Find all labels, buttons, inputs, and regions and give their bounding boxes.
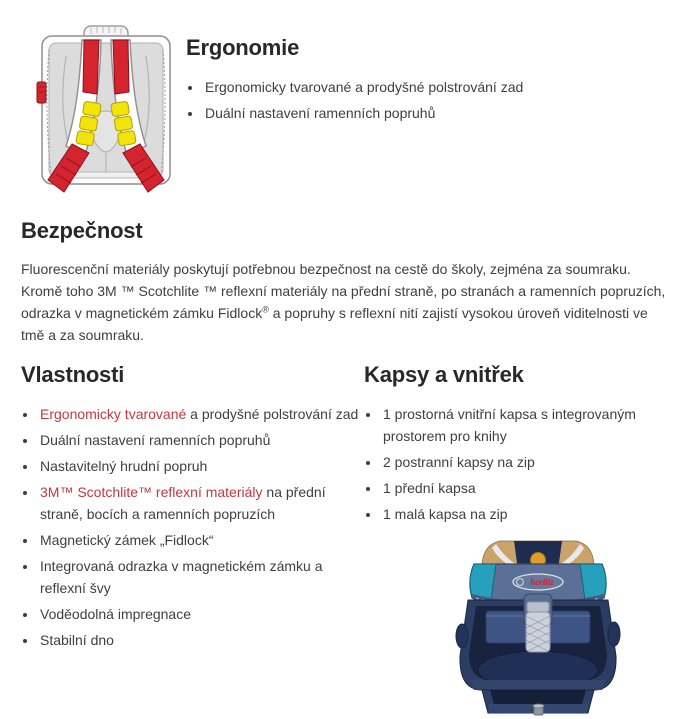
open-backpack-interior-illustration	[438, 536, 638, 717]
backpack-back-view-illustration	[36, 24, 176, 194]
feature-item	[38, 429, 359, 451]
bezpecnost-paragraph	[21, 258, 669, 346]
list-item: • 1 přední kapsa	[381, 477, 680, 499]
feature-text: Duální nastavení ramenních popruhů	[40, 432, 271, 448]
section-title-vlastnosti: Vlastnosti	[21, 362, 125, 387]
ergonomie-section	[186, 36, 660, 128]
vlastnosti-section	[21, 363, 359, 655]
list-item: • 1 malá kapsa na zip	[381, 503, 680, 525]
feature-item	[38, 455, 359, 477]
feature-text: Integrovaná odrazka v magnetickém zámku a reflexní švy	[40, 558, 323, 596]
feature-text: Stabilní dno	[40, 632, 114, 648]
feature-text: Voděodolná impregnace	[40, 606, 192, 622]
paragraph-text: a popruhy s reflexní nití zajistí vysokou úroveň viditelnosti ve tmě a za soumraku.	[21, 305, 648, 343]
kapsy-list	[364, 403, 680, 525]
registered-trademark-sup: ®	[262, 304, 269, 315]
feature-text: Magnetický zámek „Fidlock“	[40, 532, 214, 548]
feature-item	[38, 403, 359, 425]
feature-link-scotchlite[interactable]: 3M™ Scotchlite™ reflexní materiály	[40, 484, 263, 500]
list-item: • 1 prostorná vnitřní kapsa s integrovaným prostorem pro knihy	[381, 403, 680, 447]
feature-text: na přední straně, bocích a ramenních popruzích	[40, 484, 326, 522]
list-item: • Duální nastavení ramenních popruhů	[203, 102, 660, 124]
feature-item	[38, 555, 359, 599]
herlitz-logo-text: herlitz	[530, 577, 554, 587]
ergonomics-diagram-image	[36, 24, 176, 194]
feature-text: Nastavitelný hrudní popruh	[40, 458, 208, 474]
section-title-kapsy: Kapsy a vnitřek	[364, 362, 524, 387]
list-item: • Ergonomicky tvarované a prodyšné polstrování zad	[203, 76, 660, 98]
paragraph-text: Fluorescenční materiály poskytují potřebnou bezpečnost na cestě do školy, zejména za soumraku. Kromě toho 3M ™ Scotchlite ™ reflexní materiály na přední straně, po stranách a ramenních popruzích, odrazka v magnetickém zámku Fidlock	[21, 261, 666, 321]
feature-text: a prodyšné polstrování zad	[186, 406, 359, 422]
kapsy-section	[364, 363, 680, 529]
feature-link-ergonomicky-tvarovane[interactable]: Ergonomicky tvarované	[40, 406, 187, 422]
feature-item	[38, 481, 359, 525]
feature-item	[38, 529, 359, 551]
list-item: • 2 postranní kapsy na zip	[381, 451, 680, 473]
bezpecnost-section	[21, 219, 669, 346]
ergonomie-list	[186, 76, 660, 124]
section-title-ergonomie: Ergonomie	[186, 35, 300, 60]
backpack-photo	[438, 536, 638, 717]
feature-item	[38, 603, 359, 625]
feature-item	[38, 629, 359, 651]
vlastnosti-list	[21, 403, 359, 651]
section-title-bezpecnost: Bezpečnost	[21, 218, 143, 243]
